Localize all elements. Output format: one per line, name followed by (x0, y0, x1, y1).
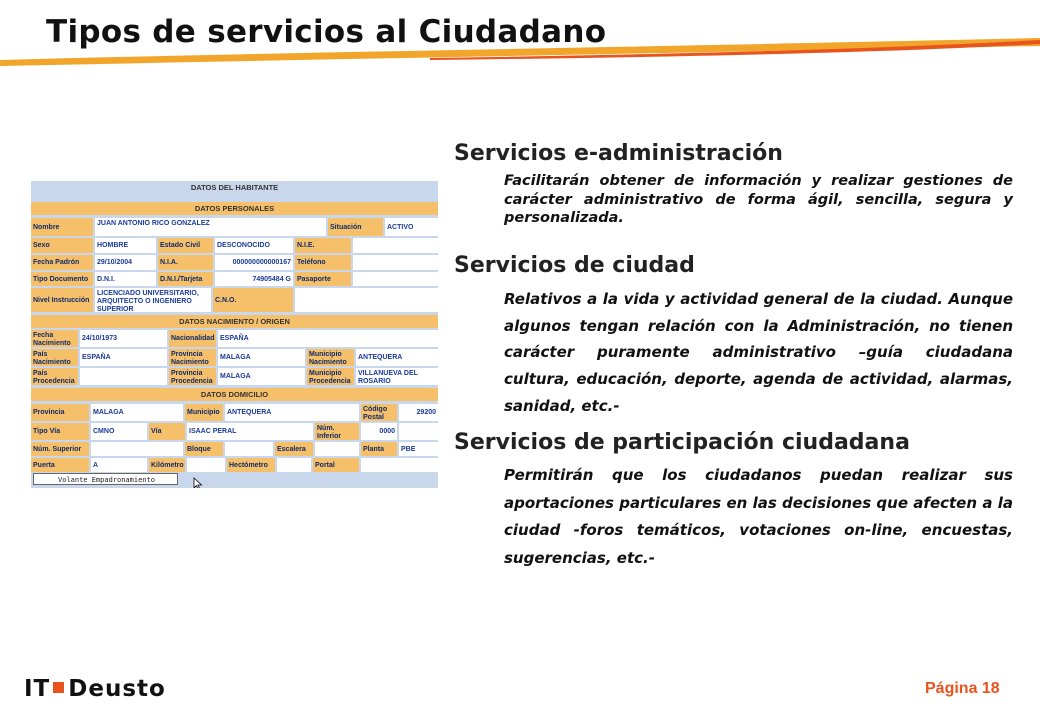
num-inf-label: Núm. Inferior (315, 423, 359, 440)
telefono-value (353, 255, 438, 270)
fecha-nac-value: 24/10/1973 (80, 330, 167, 347)
nombre-value: JUAN ANTONIO RICO GONZALEZ (95, 218, 326, 236)
km-label: Kilómetro (149, 458, 185, 472)
tipo-via-value: CMNO (91, 423, 147, 440)
hm-value (277, 458, 311, 472)
section-heading-ciudad: Servicios de ciudad (454, 253, 695, 278)
mun-nac-label: Municipio Nacimiento (307, 349, 354, 366)
section-heading-participacion: Servicios de participación ciudadana (454, 430, 910, 455)
domicilio-header: DATOS DOMICILIO (31, 388, 438, 401)
via-value: ISAAC PERAL (187, 423, 313, 440)
hm-label: Hectómetro (227, 458, 275, 472)
cp-value: 29200 (399, 404, 438, 421)
escalera-value (315, 442, 359, 456)
nia-value: 000000000000167 (215, 255, 293, 270)
km-value (187, 458, 225, 472)
fecha-nac-label: Fecha Nacimiento (31, 330, 78, 347)
sexo-value: HOMBRE (95, 238, 156, 253)
estado-civil-value: DESCONOCIDO (215, 238, 293, 253)
municipio-label: Municipio (185, 404, 223, 421)
fecha-padron-label: Fecha Padrón (31, 255, 93, 270)
prov-nac-value: MALAGA (218, 349, 305, 366)
section-text-participacion: Permitirán que los ciudadanos puedan realizar sus aportaciones particulares en las decisiones que afecten a la ciudad -foros temáticos, votaciones on-line, encuestas, sugerencias, etc.- (504, 466, 1013, 567)
escalera-label: Escalera (275, 442, 313, 456)
pasaporte-label: Pasaporte (295, 272, 351, 286)
section-text-e-administracion: Facilitarán obtener de información y realizar gestiones de carácter administrativo de forma ágil, sencilla, segura y personalizada. (504, 173, 1013, 227)
planta-value: PBE (399, 442, 438, 456)
municipio-value: ANTEQUERA (225, 404, 359, 421)
slide-title: Tipos de servicios al Ciudadano (46, 14, 607, 50)
planta-label: Planta (361, 442, 397, 456)
num-sup-label: Núm. Superior (31, 442, 89, 456)
personales-header: DATOS PERSONALES (31, 202, 438, 215)
provincia-label: Provincia (31, 404, 89, 421)
form-title: DATOS DEL HABITANTE (31, 181, 438, 195)
tipo-doc-value: D.N.I. (95, 272, 156, 286)
fecha-padron-value: 29/10/2004 (95, 255, 156, 270)
puerta-value: A (91, 458, 147, 472)
prov-proc-label: Provincia Procedencia (169, 368, 216, 385)
pais-nac-label: País Nacimiento (31, 349, 78, 366)
prov-nac-label: Provincia Nacimiento (169, 349, 216, 366)
mun-proc-value: VILLANUEVA DEL ROSARIO (356, 368, 438, 385)
via-label: Vía (149, 423, 185, 440)
telefono-label: Teléfono (295, 255, 351, 270)
pasaporte-value (353, 272, 438, 286)
num-inf-value: 0000 (361, 423, 397, 440)
logo-deusto: Deusto (68, 676, 166, 702)
habitante-form-screenshot (31, 181, 438, 488)
tipo-via-label: Tipo Vía (31, 423, 89, 440)
situacion-label: Situación (328, 218, 383, 236)
logo-square-icon (53, 682, 64, 693)
cno-label: C.N.O. (213, 288, 293, 312)
page-number: Página 18 (925, 680, 1000, 697)
cp-label: Código Postal (361, 404, 397, 421)
volante-empadronamiento-button[interactable]: Volante Empadronamiento (33, 473, 178, 485)
pais-nac-value: ESPAÑA (80, 349, 167, 366)
logo-it: IT (24, 676, 51, 702)
bloque-label: Bloque (185, 442, 223, 456)
bloque-value (225, 442, 273, 456)
estado-civil-label: Estado Civil (158, 238, 213, 253)
nacionalidad-label: Nacionalidad (169, 330, 216, 347)
portal-value (361, 458, 438, 472)
mun-proc-label: Municipio Procedencia (307, 368, 354, 385)
section-text-ciudad: Relativos a la vida y actividad general de la ciudad. Aunque algunos tengan relación con la Administración, no tienen carácter puramente administrativo –guía ciudadana cultura, educación, deporte, agenda de actividad, alarmas, sanidad, etc.- (504, 290, 1013, 415)
situacion-value: ACTIVO (385, 218, 438, 236)
tipo-doc-label: Tipo Documento (31, 272, 93, 286)
nacimiento-header: DATOS NACIMIENTO / ORIGEN (31, 315, 438, 328)
nie-label: N.I.E. (295, 238, 351, 253)
dni-label: D.N.I./Tarjeta (158, 272, 213, 286)
mouse-cursor-icon (193, 477, 203, 488)
cno-value (295, 288, 438, 312)
nacionalidad-value: ESPAÑA (218, 330, 438, 347)
nivel-value: LICENCIADO UNIVERSITARIO, ARQUITECTO O INGENIERO SUPERIOR (95, 288, 211, 312)
dni-value: 74905484 G (215, 272, 293, 286)
provincia-value: MALAGA (91, 404, 183, 421)
nivel-label: Nivel Instrucción (31, 288, 93, 312)
nie-value (353, 238, 438, 253)
puerta-label: Puerta (31, 458, 89, 472)
nombre-label: Nombre (31, 218, 93, 236)
section-heading-e-administracion: Servicios e-administración (454, 141, 783, 166)
pais-proc-label: País Procedencia (31, 368, 78, 385)
mun-nac-value: ANTEQUERA (356, 349, 438, 366)
num-inf-extra (399, 423, 438, 440)
nia-label: N.I.A. (158, 255, 213, 270)
portal-label: Portal (313, 458, 359, 472)
num-sup-value (91, 442, 183, 456)
it-deusto-logo (24, 676, 166, 702)
pais-proc-value (80, 368, 167, 385)
prov-proc-value: MALAGA (218, 368, 305, 385)
sexo-label: Sexo (31, 238, 93, 253)
